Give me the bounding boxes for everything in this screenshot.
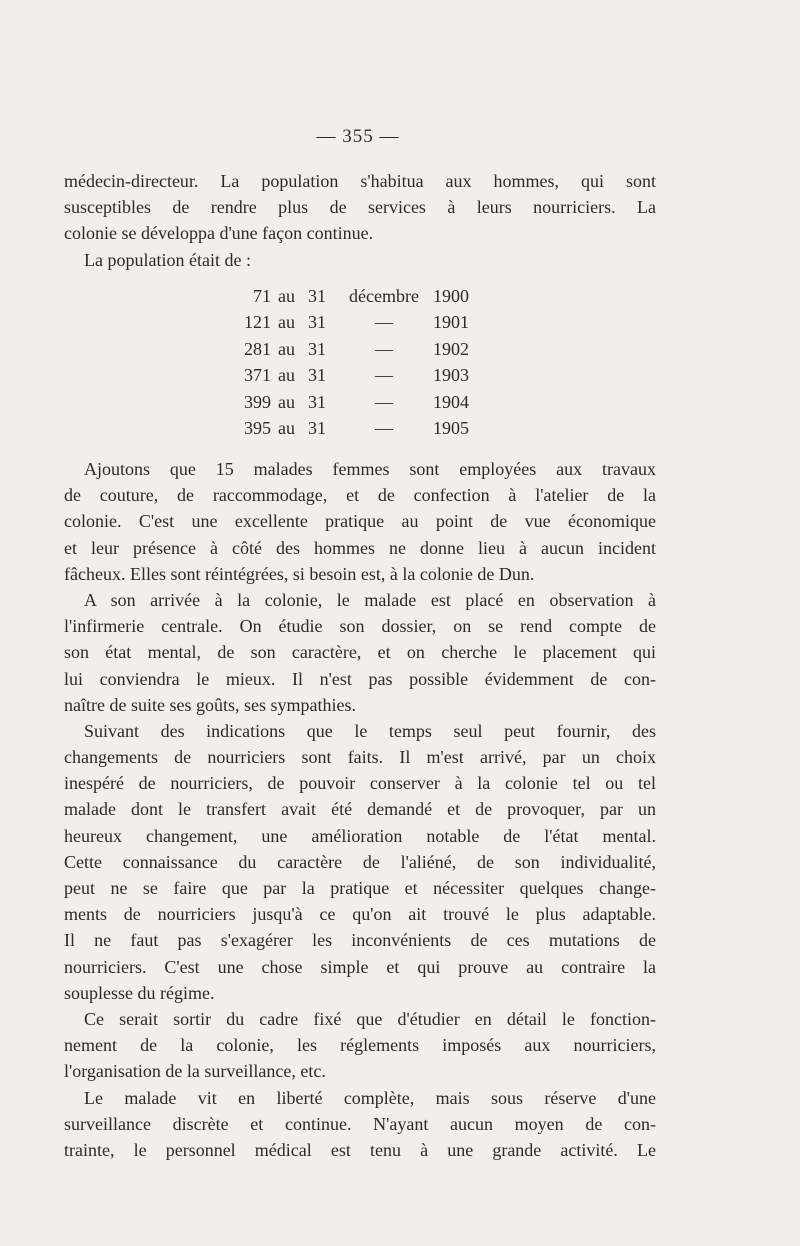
text-line: surveillance discrète et continue. N'ayant aucun moyen de con- bbox=[64, 1113, 656, 1134]
date-preposition: au bbox=[278, 365, 295, 386]
date-preposition: au bbox=[278, 417, 295, 438]
population-count: 399 bbox=[244, 391, 271, 412]
date-day: 31 bbox=[308, 286, 326, 306]
date-year: 1901 bbox=[433, 312, 469, 333]
text-line: naître de suite ses goûts, ses sympathies. bbox=[64, 694, 356, 715]
text-line: Cette connaissance du caractère de l'aliéné, de son individualité, bbox=[64, 851, 656, 872]
text-line: l'infirmerie centrale. On étudie son dossier, on se rend compte de bbox=[64, 616, 656, 637]
text-line: trainte, le personnel médical est tenu à une grande activité. Le bbox=[64, 1139, 656, 1160]
text-line: malade dont le transfert avait été demandé et de provoquer, par un bbox=[64, 799, 656, 820]
page-number: — 355 — bbox=[316, 126, 400, 147]
date-year: 1900 bbox=[433, 286, 469, 306]
date-year: 1905 bbox=[433, 417, 469, 438]
date-day: 31 bbox=[308, 417, 326, 438]
date-day: 31 bbox=[308, 365, 326, 386]
text-line: colonie se développa d'une façon continue. bbox=[64, 223, 374, 244]
text-line: susceptibles de rendre plus de services à leurs nourriciers. La bbox=[64, 197, 656, 218]
population-count: 281 bbox=[244, 338, 271, 359]
text-line: peut ne se faire que par la pratique et nécessiter quelques change- bbox=[64, 878, 656, 898]
opening-paragraph bbox=[64, 168, 656, 273]
text-line: souplesse du régime. bbox=[64, 982, 215, 1003]
date-year: 1904 bbox=[433, 391, 469, 412]
date-month: — bbox=[375, 391, 393, 412]
text-line: son état mental, de son caractère, et on cherche le placement qui bbox=[64, 642, 656, 663]
text-line: colonie. C'est une excellente pratique au point de vue économique bbox=[64, 511, 656, 532]
text-line: Il ne faut pas s'exagérer les inconvénients de ces mutations de bbox=[64, 930, 656, 951]
text-line: fâcheux. Elles sont réintégrées, si besoin est, à la colonie de Dun. bbox=[64, 563, 535, 584]
date-day: 31 bbox=[308, 338, 326, 359]
date-preposition: au bbox=[278, 391, 295, 412]
date-year: 1903 bbox=[433, 365, 469, 386]
date-preposition: au bbox=[278, 286, 295, 306]
text-line: Ce serait sortir du cadre fixé que d'étudier en détail le fonction- bbox=[84, 1008, 656, 1029]
text-line: heureux changement, une amélioration notable de l'état mental. bbox=[64, 825, 656, 846]
text-line: Ajoutons que 15 malades femmes sont employées aux travaux bbox=[84, 459, 656, 479]
population-count: 71 bbox=[253, 286, 271, 306]
text-line: l'organisation de la surveillance, etc. bbox=[64, 1061, 326, 1082]
date-month: — bbox=[375, 338, 393, 359]
text-line: Le malade vit en liberté complète, mais sous réserve d'une bbox=[84, 1087, 656, 1108]
text-line: A son arrivée à la colonie, le malade est placé en observation à bbox=[84, 589, 656, 610]
text-line: ments de nourriciers jusqu'à ce qu'on ait trouvé le plus adaptable. bbox=[64, 904, 656, 925]
date-preposition: au bbox=[278, 338, 295, 359]
population-count: 395 bbox=[244, 417, 271, 438]
text-line: de couture, de raccommodage, et de confection à l'atelier de la bbox=[64, 485, 656, 506]
table-intro: La population était de : bbox=[84, 249, 251, 270]
population-count: 371 bbox=[244, 365, 271, 386]
text-line: nement de la colonie, les réglements imposés aux nourriciers, bbox=[64, 1035, 656, 1056]
date-month: décembre bbox=[349, 286, 419, 306]
date-month: — bbox=[375, 365, 393, 386]
date-year: 1902 bbox=[433, 338, 469, 359]
population-count: 121 bbox=[244, 312, 271, 333]
text-line: inespéré de nourriciers, de pouvoir conserver à la colonie tel ou tel bbox=[64, 773, 656, 794]
text-line: médecin-directeur. La population s'habitua aux hommes, qui sont bbox=[64, 171, 656, 191]
text-line: lui conviendra le mieux. Il n'est pas possible évidemment de con- bbox=[64, 668, 656, 689]
text-line: changements de nourriciers sont faits. Il m'est arrivé, par un choix bbox=[64, 747, 656, 768]
date-day: 31 bbox=[308, 312, 326, 333]
date-month: — bbox=[375, 417, 393, 438]
text-line: Suivant des indications que le temps seul peut fournir, des bbox=[84, 720, 656, 741]
date-day: 31 bbox=[308, 391, 326, 412]
date-preposition: au bbox=[278, 312, 295, 333]
text-line: nourriciers. C'est une chose simple et qui prouve au contraire la bbox=[64, 956, 656, 977]
date-month: — bbox=[375, 312, 393, 333]
main-text bbox=[64, 456, 656, 1163]
text-line: et leur présence à côté des hommes ne donne lieu à aucun incident bbox=[64, 537, 656, 558]
